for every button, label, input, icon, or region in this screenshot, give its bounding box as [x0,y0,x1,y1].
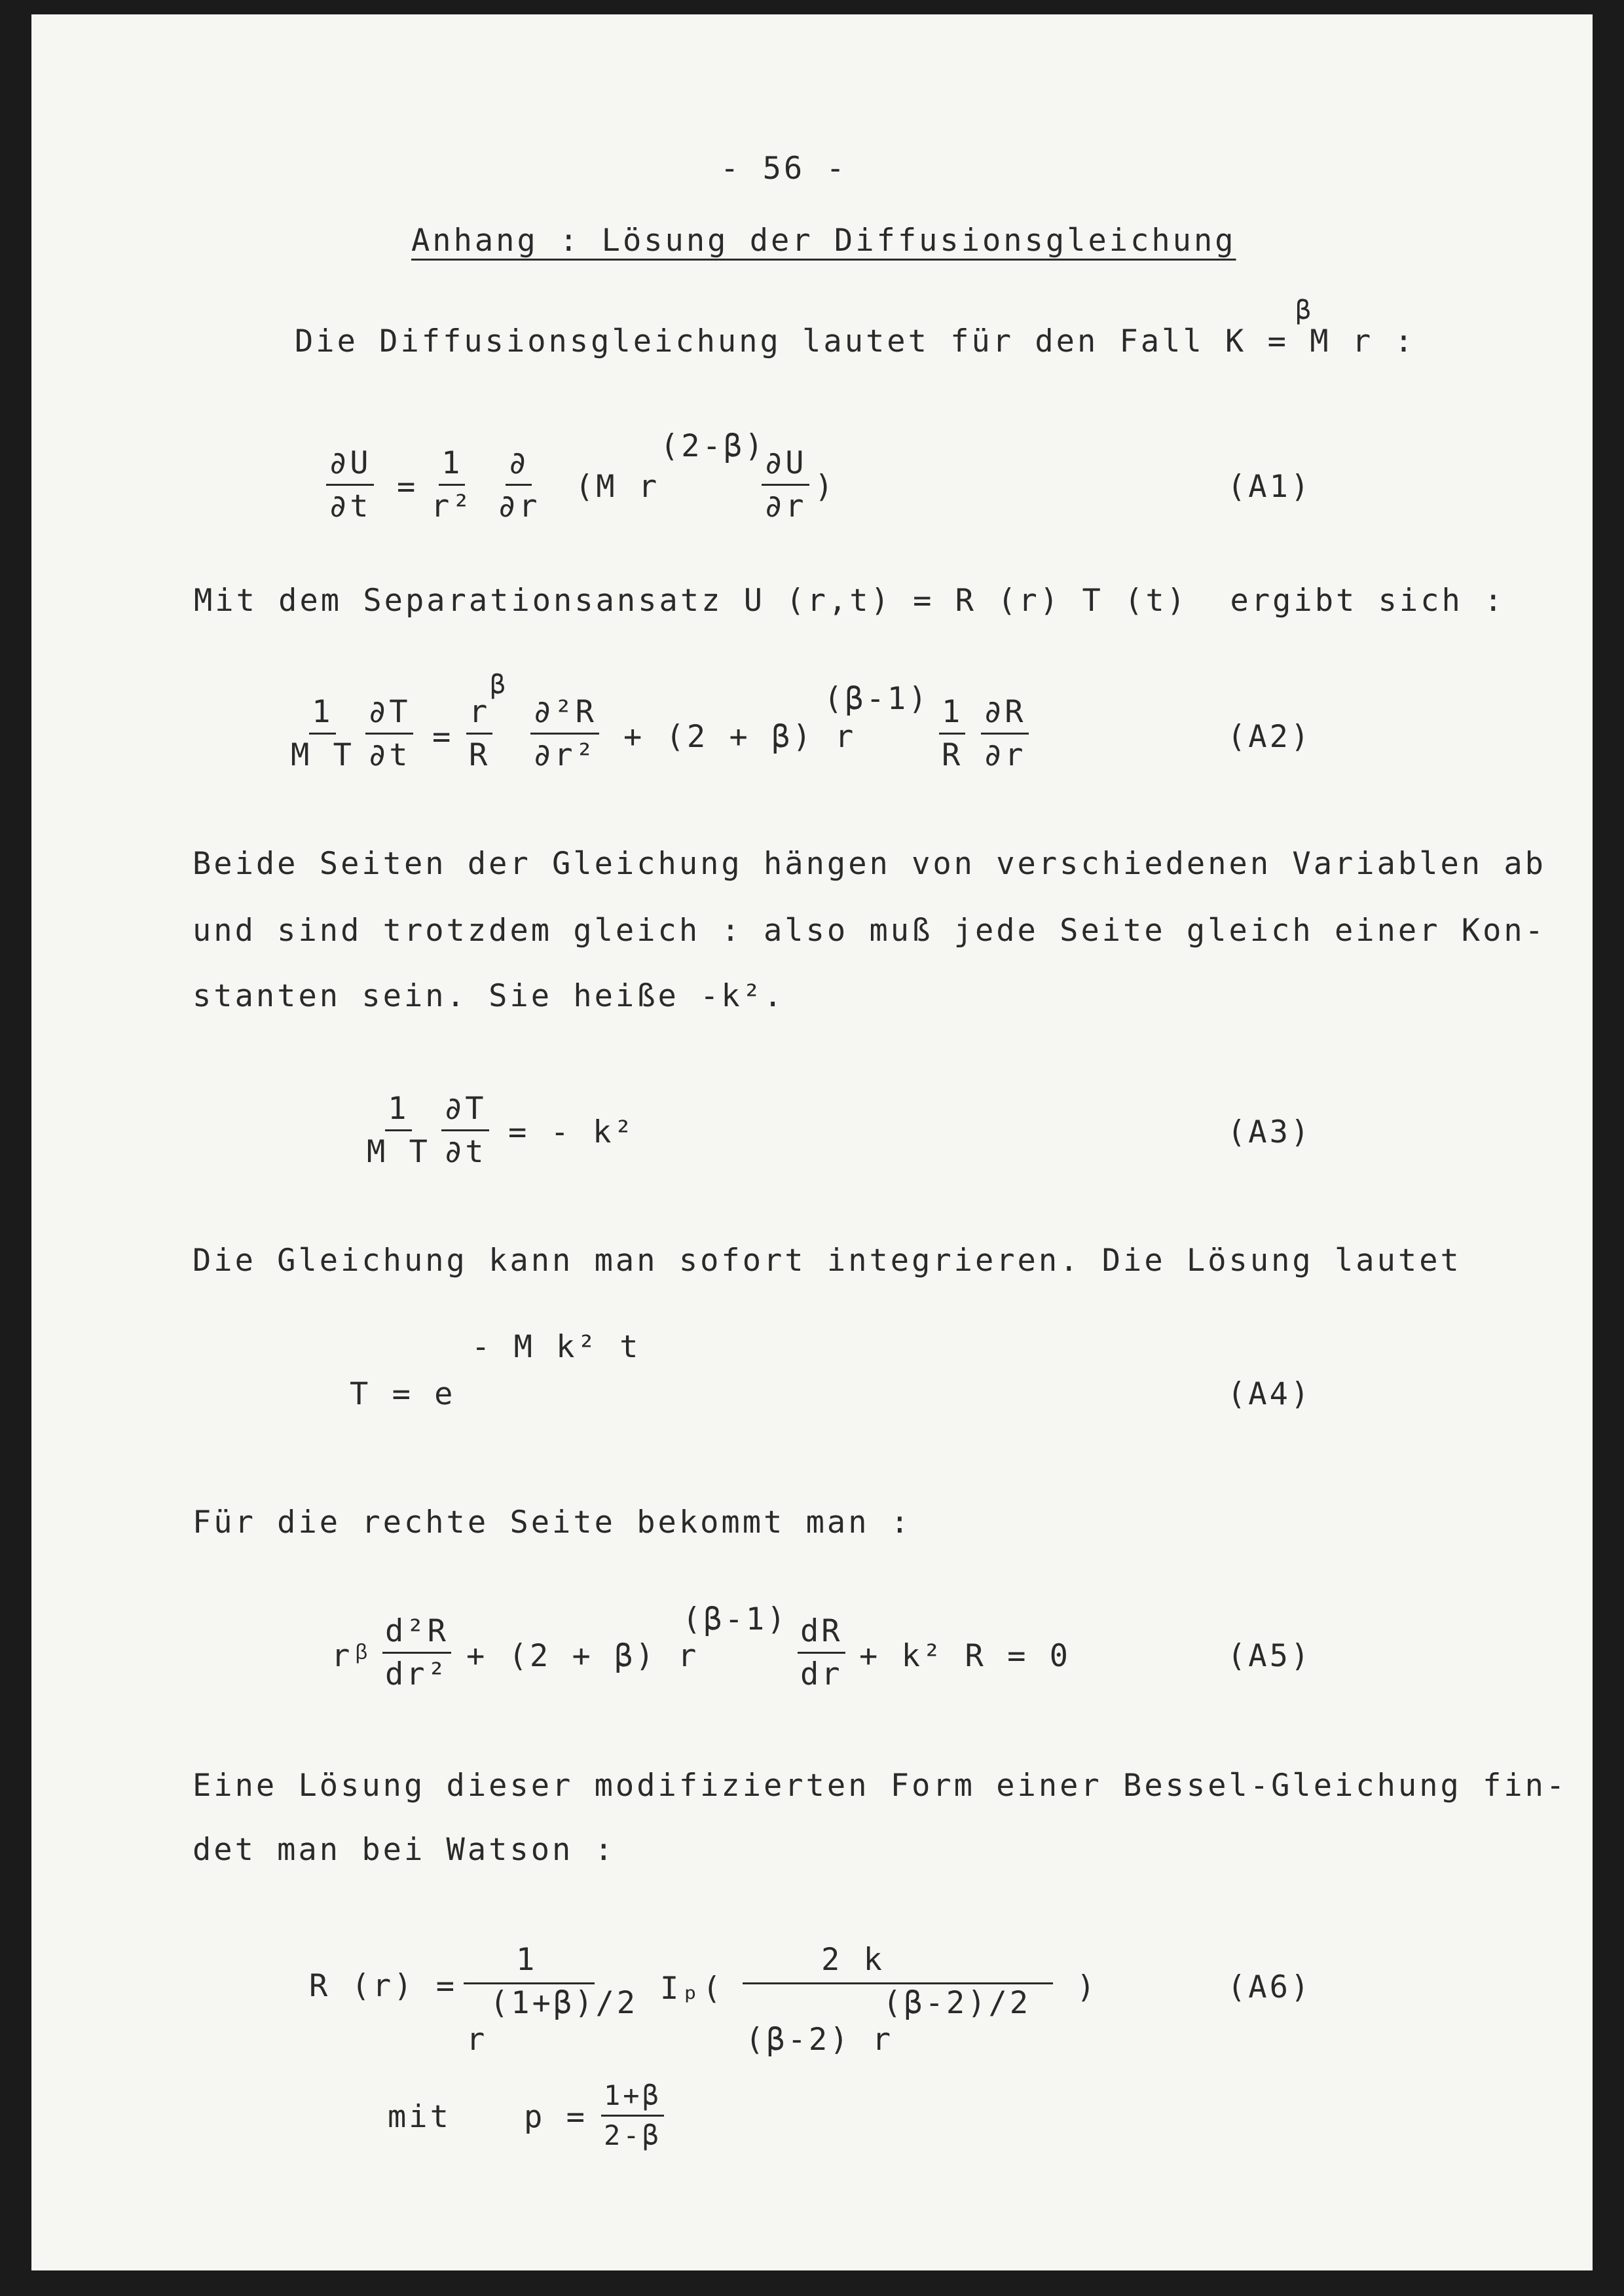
a6-fraction-2-denominator-base: (β-2) r [745,2022,894,2058]
a3-rhs: = - k² [508,1114,635,1150]
document-page [31,14,1593,2270]
a6-bessel-function: Iₚ( [660,1971,724,2007]
a2-fraction-3: $\frac{r}{R}$ [466,697,492,771]
a1-fraction-1: $\frac{1}{\text{r²}}$ [431,445,473,524]
section-heading: Anhang : Lösung der Diffusionsgleichung [411,223,1236,259]
a2-fraction-4: $\frac{\text{∂²R}}{\text{∂r²}}$ [530,697,599,771]
a6-close: ) [1077,1969,1098,2005]
a5-fraction-1: $\frac{\text{d²R}}{\text{dr²}}$ [382,1616,451,1690]
a4-exponent: - M k² t [471,1329,641,1365]
a1-equals: = [397,469,418,505]
a1-middle: (M r [575,469,660,505]
a5-tail: + k² R = 0 [859,1638,1071,1674]
page-number: - 56 - [720,151,847,187]
a1-exponent: (2-β) [660,428,766,464]
a6-fraction-1-denominator-exponent: (1+β)/2 [490,1985,638,2021]
a5-lead: rᵝ [331,1638,374,1674]
a5-fraction-2: $\frac{dR}{dr}$ [798,1616,845,1690]
a2-exponent-2: (β-1) [824,681,930,717]
a1-label: (A1) [1227,469,1312,505]
a2-exponent-1: β [490,670,508,700]
mit-word: mit [388,2099,451,2135]
paragraph-sides-line-1: Beide Seiten der Gleichung hängen von verschiedenen Variablen ab [193,846,1546,882]
p-equals: p = [524,2099,587,2135]
a3-fraction-1: $\frac{1}{\text{M T}}$ [367,1091,430,1170]
a3-fraction-2: $\frac{\partial T}{\partial t}$ [441,1093,489,1167]
a1-fraction-2: ∂ ∂r [498,445,540,524]
a2-fraction-2: $\frac{\partial T}{\partial t}$ [365,697,413,771]
a5-exponent: (β-1) [682,1601,788,1637]
a3-label: (A3) [1227,1114,1312,1150]
a4-label: (A4) [1227,1376,1312,1412]
a6-lhs: R (r) = [309,1968,458,2004]
paragraph-bessel-line-1: Eine Lösung dieser modifizierten Form einer Bessel-Gleichung fin- [193,1768,1568,1804]
intro-exponent: β [1295,295,1314,325]
a2-fraction-5: $\frac{1}{R}$ [939,697,965,771]
paragraph-sides-line-2: und sind trotzdem gleich : also muß jede Seite gleich einer Kon- [193,913,1546,949]
a5-middle: + (2 + β) r [466,1638,699,1674]
intro-text: Die Diffusionsgleichung lautet für den Fall K = M r : [295,323,1416,359]
a1-close: ) [815,469,836,505]
paragraph-right-side: Für die rechte Seite bekommt man : [193,1504,912,1540]
a6-label: (A6) [1227,1969,1312,2005]
paragraph-sides-line-3: stanten sein. Sie heiße -k². [193,978,785,1014]
a2-equals: = [432,719,454,755]
p-fraction: $\frac{1+\beta}{2-\beta}$ [601,2082,664,2149]
a6-fraction-1-bar [464,1982,595,1984]
a6-fraction-2-denominator-exponent: (β-2)/2 [883,1985,1031,2021]
a6-fraction-2-numerator: 2 k [821,1942,885,1978]
paragraph-separation: Mit dem Separationsansatz U (r,t) = R (r) T (t) ergibt sich : [194,583,1505,619]
a2-label: (A2) [1227,719,1312,755]
a5-label: (A5) [1227,1638,1312,1674]
a2-fraction-6: $\frac{\partial R}{\partial r}$ [981,697,1029,771]
paragraph-bessel-line-2: det man bei Watson : [193,1832,616,1868]
a6-fraction-1-numerator: 1 [516,1942,538,1978]
a2-fraction-1: $\frac{1}{\text{M T}}$ [291,694,354,773]
a6-fraction-1-denominator-base: r [466,2022,488,2058]
paragraph-integration: Die Gleichung kann man sofort integrieren. Die Lösung lautet [193,1243,1462,1279]
a2-middle: + (2 + β) r [623,719,857,755]
a1-lhs-fraction: $\frac{\partial U}{\partial t}$ [326,448,374,522]
a4-lhs: T = e [350,1376,456,1412]
a6-fraction-2-bar [743,1982,1053,1984]
a1-fraction-3: $\frac{\partial U}{\partial r}$ [762,448,809,522]
